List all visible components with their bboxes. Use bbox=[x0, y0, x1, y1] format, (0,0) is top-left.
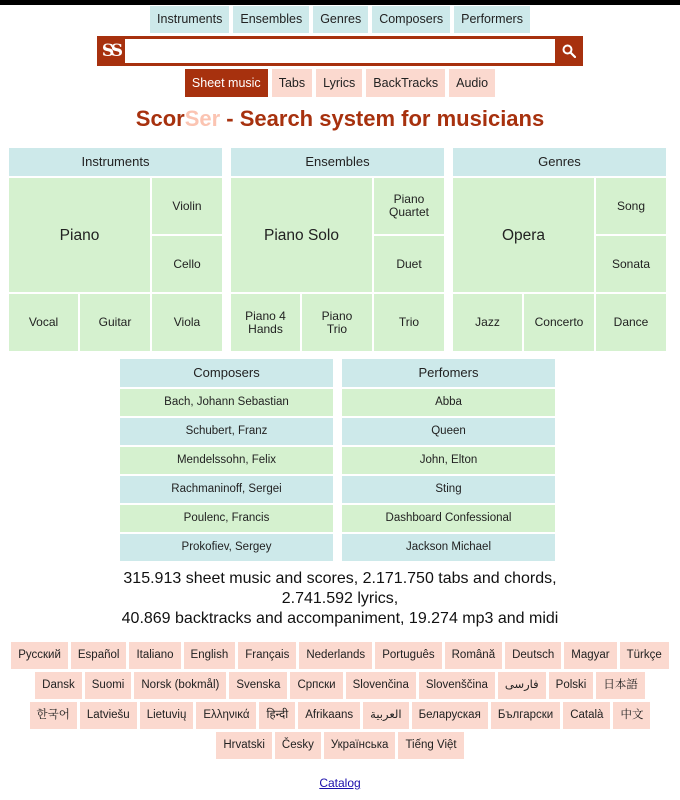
ensemble-piano-solo[interactable]: Piano Solo bbox=[231, 178, 372, 292]
page-title bbox=[0, 106, 680, 132]
genre-jazz[interactable]: Jazz bbox=[453, 294, 522, 351]
catalog-link[interactable]: Catalog bbox=[319, 776, 361, 790]
language-option[interactable]: Dansk bbox=[35, 672, 82, 699]
performers-header[interactable]: Perfomers bbox=[342, 359, 555, 387]
language-option[interactable]: Norsk (bokmål) bbox=[134, 672, 226, 699]
nav-genres[interactable]: Genres bbox=[313, 6, 368, 33]
language-option[interactable]: Українська bbox=[324, 732, 396, 759]
language-option[interactable]: Polski bbox=[549, 672, 594, 699]
performer-item[interactable]: Sting bbox=[342, 476, 555, 503]
language-option[interactable]: Svenska bbox=[229, 672, 287, 699]
language-option[interactable]: English bbox=[184, 642, 236, 669]
composer-item[interactable]: Poulenc, Francis bbox=[120, 505, 333, 532]
title-brand-scor: Scor bbox=[135, 106, 185, 131]
ensembles-grid bbox=[231, 178, 444, 352]
catalog-footer bbox=[0, 776, 680, 790]
language-option[interactable]: Hrvatski bbox=[216, 732, 272, 759]
composer-item[interactable]: Mendelssohn, Felix bbox=[120, 447, 333, 474]
language-option[interactable]: Ελληνικά bbox=[196, 702, 256, 729]
ensemble-duet[interactable]: Duet bbox=[374, 236, 444, 292]
language-option[interactable]: Slovenščina bbox=[419, 672, 495, 699]
performer-item[interactable]: John, Elton bbox=[342, 447, 555, 474]
performer-item[interactable]: Queen bbox=[342, 418, 555, 445]
language-option[interactable]: Български bbox=[491, 702, 560, 729]
language-option[interactable]: हिन्दी bbox=[259, 702, 295, 729]
composer-item[interactable]: Schubert, Franz bbox=[120, 418, 333, 445]
performers-block bbox=[342, 359, 555, 561]
language-option[interactable]: Русский bbox=[11, 642, 68, 669]
genre-sonata[interactable]: Sonata bbox=[596, 236, 666, 292]
tab-lyrics[interactable]: Lyrics bbox=[316, 69, 362, 97]
search-icon bbox=[562, 44, 576, 58]
language-option[interactable]: Deutsch bbox=[505, 642, 561, 669]
language-option[interactable]: Afrikaans bbox=[298, 702, 360, 729]
search-bar bbox=[97, 36, 583, 66]
language-option[interactable]: Српски bbox=[290, 672, 342, 699]
genre-opera[interactable]: Opera bbox=[453, 178, 594, 292]
ensemble-piano-4-hands[interactable]: Piano 4 Hands bbox=[231, 294, 300, 351]
language-option[interactable]: Nederlands bbox=[299, 642, 372, 669]
genre-dance[interactable]: Dance bbox=[596, 294, 666, 351]
language-option[interactable]: Беларуская bbox=[412, 702, 488, 729]
search-button[interactable] bbox=[555, 36, 583, 66]
genre-song[interactable]: Song bbox=[596, 178, 666, 234]
search-input[interactable] bbox=[125, 39, 555, 63]
language-option[interactable]: Suomi bbox=[85, 672, 132, 699]
composers-block bbox=[120, 359, 333, 561]
language-option[interactable]: 中文 bbox=[613, 702, 650, 729]
language-option[interactable]: Slovenčina bbox=[346, 672, 416, 699]
ensemble-piano-quartet[interactable]: Piano Quartet bbox=[374, 178, 444, 234]
language-option[interactable]: Italiano bbox=[129, 642, 180, 669]
language-option[interactable]: 한국어 bbox=[30, 702, 77, 729]
ensemble-trio[interactable]: Trio bbox=[374, 294, 444, 351]
composer-item[interactable]: Rachmaninoff, Sergei bbox=[120, 476, 333, 503]
composer-item[interactable]: Bach, Johann Sebastian bbox=[120, 389, 333, 416]
instrument-viola[interactable]: Viola bbox=[152, 294, 222, 351]
tab-sheet-music[interactable]: Sheet music bbox=[185, 69, 268, 97]
instrument-cello[interactable]: Cello bbox=[152, 236, 222, 292]
nav-ensembles[interactable]: Ensembles bbox=[233, 6, 309, 33]
instruments-grid bbox=[9, 178, 222, 352]
tab-audio[interactable]: Audio bbox=[449, 69, 495, 97]
genres-header[interactable]: Genres bbox=[453, 148, 666, 176]
language-option[interactable]: Español bbox=[71, 642, 127, 669]
language-option[interactable]: Türkçe bbox=[620, 642, 669, 669]
genres-block bbox=[453, 148, 666, 352]
instrument-guitar[interactable]: Guitar bbox=[80, 294, 150, 351]
instrument-piano[interactable]: Piano bbox=[9, 178, 150, 292]
language-option[interactable]: Latviešu bbox=[80, 702, 137, 729]
stats-line-2: 2.741.592 lyrics, bbox=[281, 590, 399, 607]
language-option[interactable]: فارسی bbox=[498, 672, 546, 699]
title-tagline: - Search system for musicians bbox=[220, 106, 545, 131]
language-option[interactable]: Magyar bbox=[564, 642, 616, 669]
instruments-header[interactable]: Instruments bbox=[9, 148, 222, 176]
language-option[interactable]: 日本語 bbox=[596, 672, 645, 699]
ensembles-block bbox=[231, 148, 444, 352]
language-option[interactable]: Français bbox=[238, 642, 296, 669]
title-brand-ser: Ser bbox=[184, 106, 221, 131]
genre-concerto[interactable]: Concerto bbox=[524, 294, 594, 351]
language-option[interactable]: Català bbox=[563, 702, 610, 729]
stats-line-1: 315.913 sheet music and scores, 2.171.750 tabs and chords, bbox=[123, 570, 557, 587]
tab-tabs[interactable]: Tabs bbox=[272, 69, 312, 97]
ensemble-piano-trio[interactable]: Piano Trio bbox=[302, 294, 372, 351]
language-option[interactable]: العربية bbox=[363, 702, 408, 729]
nav-instruments[interactable]: Instruments bbox=[150, 6, 229, 33]
instrument-vocal[interactable]: Vocal bbox=[9, 294, 78, 351]
nav-composers[interactable]: Composers bbox=[372, 6, 450, 33]
content-type-tabs bbox=[0, 69, 680, 97]
language-selector bbox=[0, 642, 680, 759]
tab-backtracks[interactable]: BackTracks bbox=[366, 69, 445, 97]
language-option[interactable]: Tiếng Việt bbox=[398, 732, 463, 759]
language-option[interactable]: Česky bbox=[275, 732, 321, 759]
genres-grid bbox=[453, 178, 666, 352]
composer-item[interactable]: Prokofiev, Sergey bbox=[120, 534, 333, 561]
instruments-block bbox=[9, 148, 222, 352]
composers-header[interactable]: Composers bbox=[120, 359, 333, 387]
top-navigation bbox=[0, 6, 680, 33]
performer-item[interactable]: Jackson Michael bbox=[342, 534, 555, 561]
language-option[interactable]: Português bbox=[375, 642, 441, 669]
language-option[interactable]: Lietuvių bbox=[140, 702, 194, 729]
performer-item[interactable]: Dashboard Confessional bbox=[342, 505, 555, 532]
stats-line-3: 40.869 backtracks and accompaniment, 19.274 mp3 and midi bbox=[121, 610, 559, 627]
performer-item[interactable]: Abba bbox=[342, 389, 555, 416]
site-logo[interactable]: SS bbox=[101, 41, 121, 61]
instrument-violin[interactable]: Violin bbox=[152, 178, 222, 234]
site-statistics bbox=[0, 569, 680, 629]
ensembles-header[interactable]: Ensembles bbox=[231, 148, 444, 176]
language-option[interactable]: Română bbox=[445, 642, 502, 669]
window-top-edge bbox=[0, 0, 680, 5]
nav-performers[interactable]: Performers bbox=[454, 6, 530, 33]
